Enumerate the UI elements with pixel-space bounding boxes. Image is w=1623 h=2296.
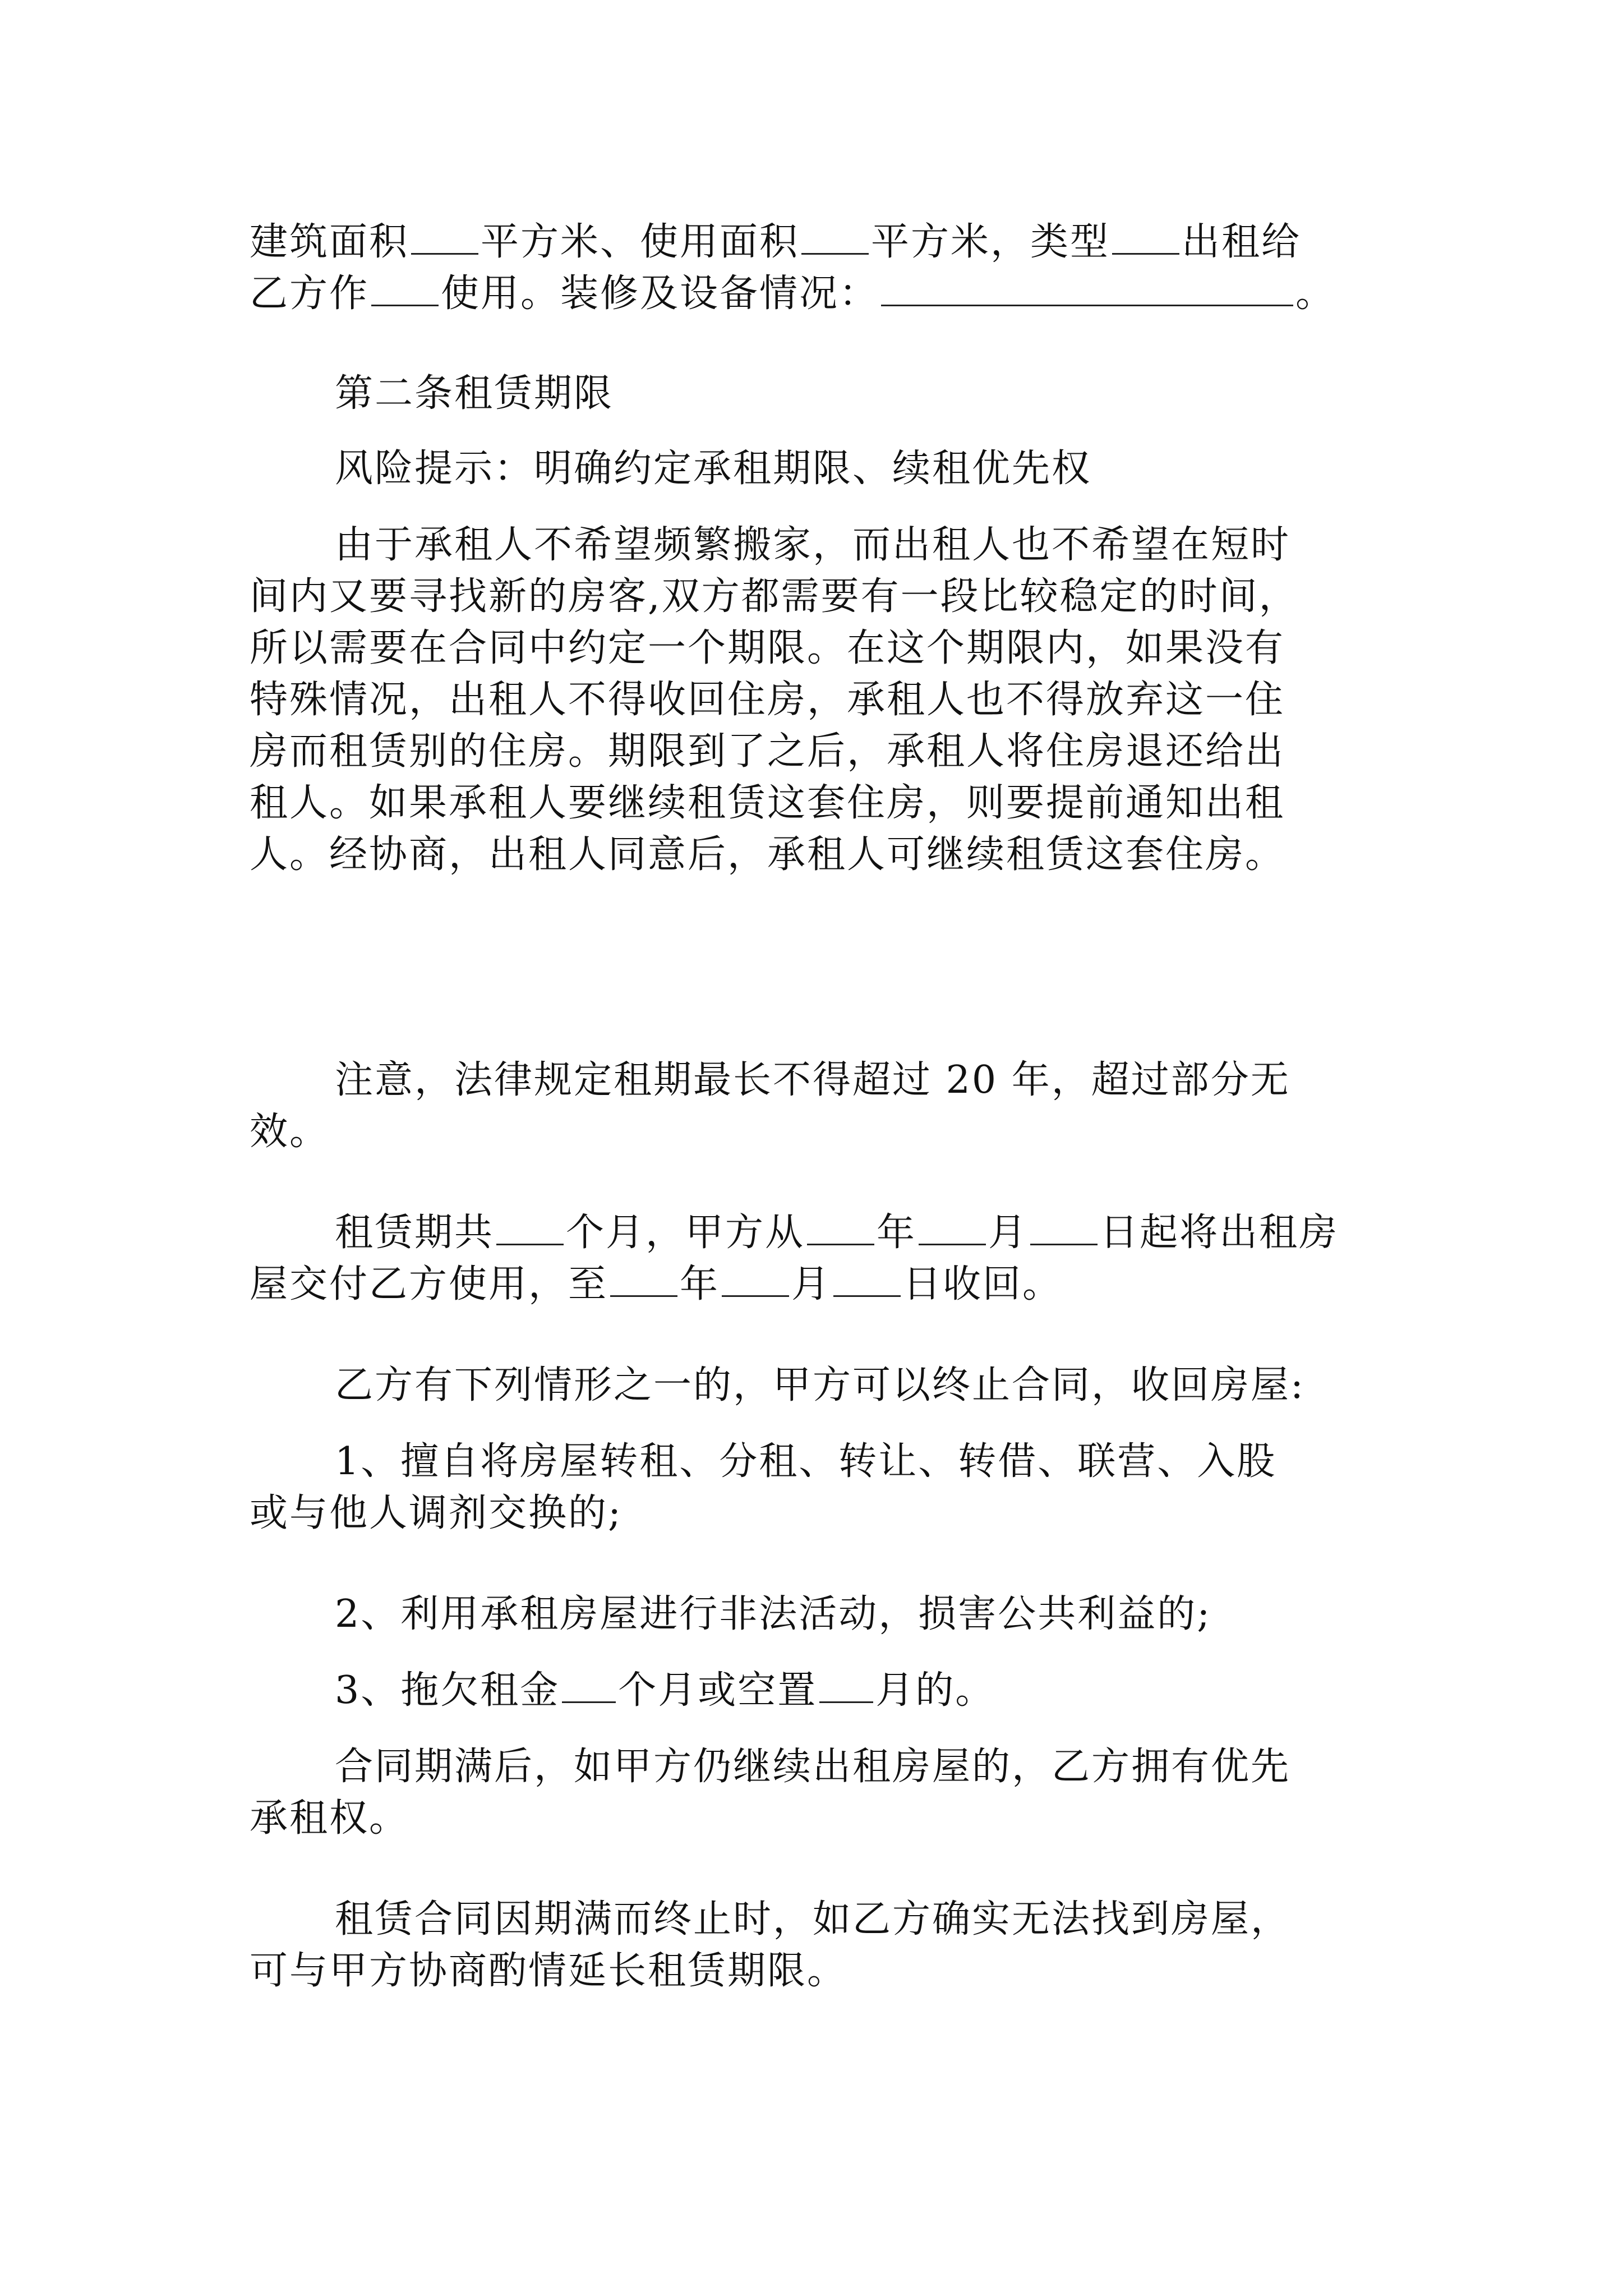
fill-blank bbox=[411, 220, 478, 255]
text-segment: 月 bbox=[791, 1262, 832, 1306]
text-line: 租人。如果承租人要继续租赁这套住房，则要提前通知出租 bbox=[250, 781, 1285, 825]
fill-blank bbox=[1112, 220, 1179, 255]
fill-blank bbox=[610, 1263, 677, 1297]
text-segment: 平方米、使用面积 bbox=[481, 220, 800, 264]
text-line: 由于承租人不希望频繁搬家，而出租人也不希望在短时 bbox=[335, 523, 1291, 567]
text-line: 或与他人调剂交换的; bbox=[250, 1491, 623, 1535]
fill-blank bbox=[819, 1669, 873, 1703]
text-segment: 乙方作 bbox=[250, 272, 370, 316]
section-heading-block bbox=[250, 368, 1391, 420]
risk-tip: 风险提示：明确约定承租期限、续租优先权 bbox=[335, 447, 1092, 491]
fill-blank bbox=[1030, 1211, 1098, 1245]
text-segment: 租赁期共 bbox=[335, 1211, 495, 1255]
text-line: 人。经协商，出租人同意后，承租人可继续租赁这套住房。 bbox=[250, 832, 1285, 877]
fill-blank bbox=[496, 1211, 564, 1245]
fill-blank bbox=[833, 1263, 901, 1297]
text-line bbox=[250, 268, 1391, 320]
text-segment: 个月，甲方从 bbox=[566, 1211, 805, 1255]
text-line: 乙方有下列情形之一的，甲方可以终止合同，收回房屋: bbox=[335, 1363, 1305, 1407]
list-item-2 bbox=[250, 1589, 1391, 1640]
fill-blank bbox=[807, 1211, 874, 1245]
text-line: 房而租赁别的住房。期限到了之后，承租人将住房退还给出 bbox=[250, 729, 1285, 774]
text-line bbox=[250, 1665, 1391, 1717]
text-line: 承租权。 bbox=[250, 1796, 409, 1841]
paragraph-legal-note bbox=[250, 1055, 1391, 1158]
paragraph-priority-right bbox=[250, 1741, 1391, 1844]
text-segment: 日起将出租房 bbox=[1100, 1211, 1339, 1255]
paragraph-property-details bbox=[250, 217, 1391, 320]
risk-tip-block bbox=[250, 443, 1391, 495]
text-line: 合同期满后，如甲方仍继续出租房屋的，乙方拥有优先 bbox=[335, 1745, 1291, 1789]
text-line: 间内又要寻找新的房客,双方都需要有一段比较稳定的时间， bbox=[250, 574, 1299, 619]
text-segment: 3、拖欠租金 bbox=[335, 1668, 560, 1713]
text-segment: 年 bbox=[877, 1211, 917, 1255]
text-segment: 个月或空置 bbox=[618, 1668, 818, 1713]
text-segment: 月的。 bbox=[875, 1668, 995, 1713]
text-line: 所以需要在合同中约定一个期限。在这个期限内，如果没有 bbox=[250, 626, 1285, 670]
text-line bbox=[250, 217, 1391, 268]
list-item-3 bbox=[250, 1665, 1391, 1717]
fill-blank bbox=[722, 1263, 789, 1297]
text-segment: 。 bbox=[1295, 272, 1336, 316]
fill-blank bbox=[881, 272, 1293, 306]
paragraph-lease-term-explanation bbox=[250, 519, 1391, 881]
text-segment: 屋交付乙方使用，至 bbox=[250, 1262, 608, 1306]
fill-blank bbox=[371, 272, 439, 306]
text-segment: 月 bbox=[988, 1211, 1029, 1255]
text-line: 注意，法律规定租期最长不得超过 20 年，超过部分无 bbox=[335, 1058, 1290, 1102]
paragraph-termination-intro bbox=[250, 1360, 1391, 1411]
section-heading: 第二条租赁期限 bbox=[335, 371, 614, 416]
text-line: 2、利用承租房屋进行非法活动，损害公共利益的; bbox=[335, 1592, 1212, 1636]
text-segment: 使用。装修及设备情况： bbox=[441, 272, 879, 316]
text-segment: 平方米，类型 bbox=[871, 220, 1110, 264]
fill-blank bbox=[562, 1669, 616, 1703]
paragraph-extension bbox=[250, 1894, 1391, 1997]
text-segment: 日收回。 bbox=[903, 1262, 1063, 1306]
text-line bbox=[250, 1207, 1391, 1259]
fill-blank bbox=[801, 220, 869, 255]
text-line: 效。 bbox=[250, 1110, 330, 1154]
text-line: 可与甲方协商酌情延长租赁期限。 bbox=[250, 1949, 847, 1993]
list-item-1 bbox=[250, 1436, 1391, 1539]
text-segment: 出租给 bbox=[1182, 220, 1302, 264]
text-line: 租赁合同因期满而终止时，如乙方确实无法找到房屋， bbox=[335, 1897, 1291, 1941]
text-segment: 年 bbox=[680, 1262, 720, 1306]
paragraph-lease-period bbox=[250, 1207, 1391, 1310]
text-line: 1、擅自将房屋转租、分租、转让、转借、联营、入股 bbox=[335, 1439, 1277, 1484]
fill-blank bbox=[919, 1211, 986, 1245]
text-line: 特殊情况，出租人不得收回住房，承租人也不得放弃这一住 bbox=[250, 678, 1285, 722]
text-segment: 建筑面积 bbox=[250, 220, 409, 264]
text-line bbox=[250, 1259, 1391, 1310]
